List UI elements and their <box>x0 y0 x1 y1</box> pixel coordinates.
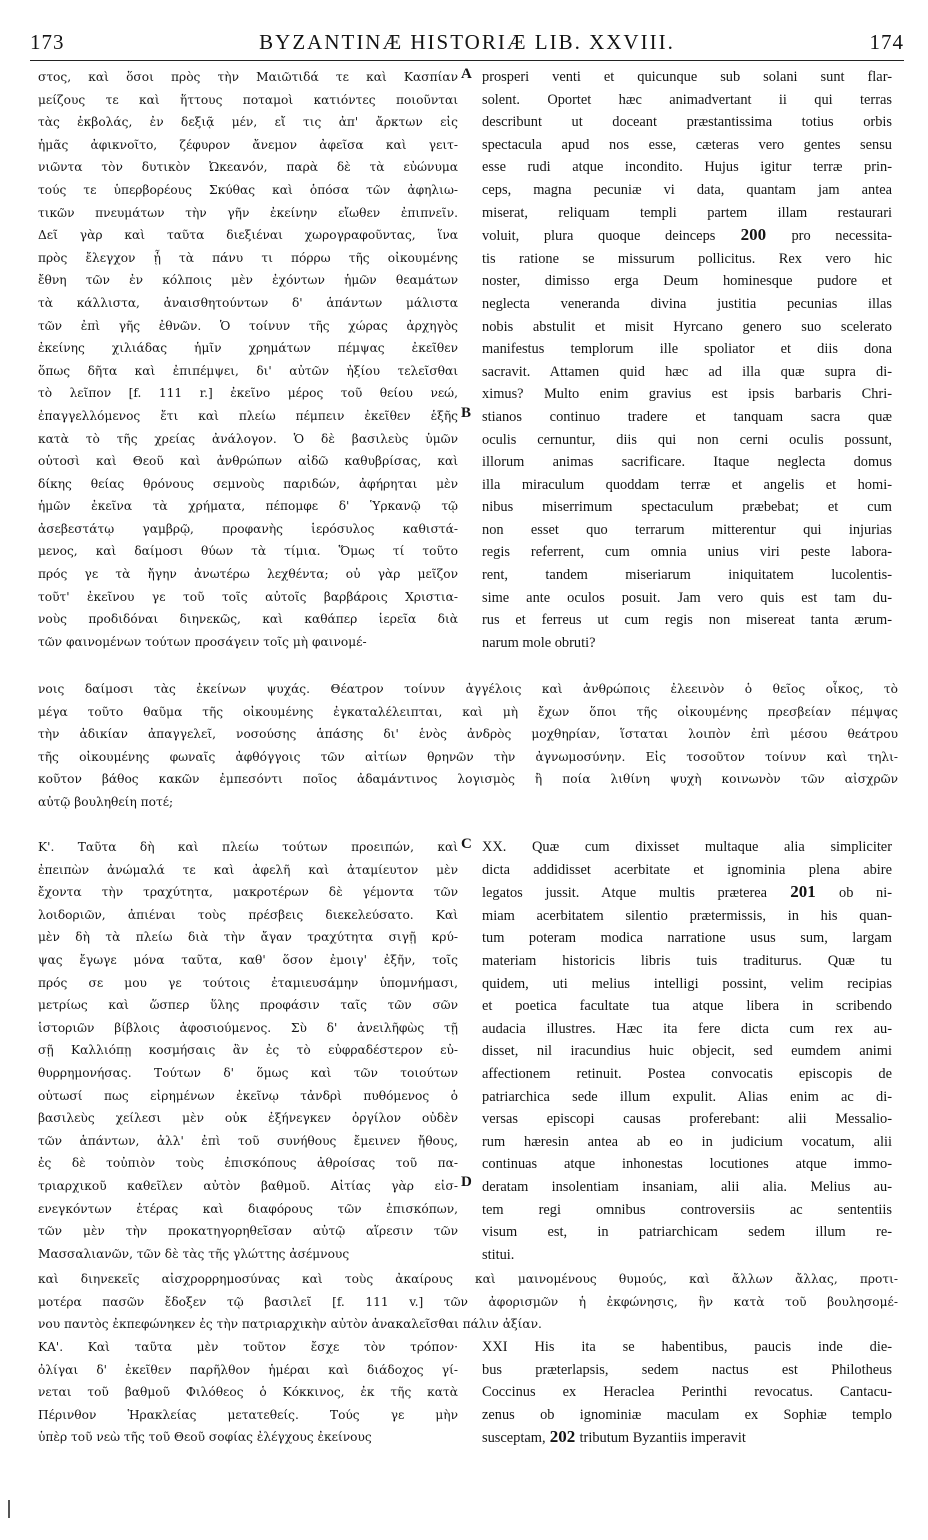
text-line: τὰ κάλλιστα, ἀναισθητούντων δ' ἁπάντων μάλιστα <box>38 295 458 310</box>
text-line-part: voluit, plura quoque deinceps <box>482 228 716 245</box>
text-line: patriarchica sede illum expulit. Alias enim ac di- <box>482 1088 892 1105</box>
text-line: ψας ἔγωγε μόνα ταῦτα, καθ' ὅσον ἐμοιγ' ἐξῆν, τοῖς <box>38 952 458 967</box>
text-line: rent, tandem miseriarum iniquitatem lucolentis- <box>482 567 892 584</box>
margin-marker-c: C <box>461 836 472 852</box>
text-line: ἐπειπὼν ἀνώμαλά τε καὶ ἀφελῆ καὶ ἀταμίευτον μὲν <box>38 862 458 877</box>
latin-column-section-2 <box>482 836 892 1266</box>
text-line: XX. Quæ cum dixisset multaque alia simpliciter <box>482 839 892 855</box>
text-line: νιῶντα τὸν δυτικὸν Ὠκεανόν, παρὰ δὲ τὰ εὐώνυμα <box>38 160 458 175</box>
text-line: rum hæresin antea ab eo in judicium vocatum, alii <box>482 1133 892 1150</box>
text-line: miserat, reliquam templi partem illam restaurari <box>482 204 892 221</box>
text-line: μείζους τε καὶ ἥττους ποταμοὶ κατιόντες ποιοῦνται <box>38 92 458 107</box>
text-line: Πέρινθον Ἡρακλείας μετατεθείς. Τούς γε μὴν <box>38 1407 458 1422</box>
text-line: σῇ Καλλιόπῃ κοσμήσαις ἂν ἐς τὸ εὐφραδέστερον εὐ- <box>38 1043 458 1058</box>
text-line: ἡμῶν ἐκεῖνα τὰ χρήματα, πέπομφε δ' Ὑρκανῷ τῷ <box>38 499 458 514</box>
text-line: τὸ λεῖπον [f. 111 r.] ἐκεῖνο μέρος τοῦ θείου νεώ, <box>38 386 458 401</box>
text-line <box>482 881 892 905</box>
text-line: sime ante oculos posuit. Jam vero quis est tam du- <box>482 589 892 606</box>
greek-column-section-2 <box>38 836 458 1265</box>
text-line: miam acerbitatem silentio prætermissis, in his quan- <box>482 907 892 924</box>
text-line: ὀλίγαι δ' ἐκεῖθεν παρῆλθον ἡμέραι καὶ διάδοχος γί- <box>38 1362 458 1377</box>
text-line: τῶν ἁπάντων, ἀλλ' ἐπὶ τοῦ συνήθους ἔμεινεν ἤθους, <box>38 1133 458 1148</box>
text-line: μετρίως καὶ ὥσπερ ὕλης προφάσιν ταῖς τῶν σῶν <box>38 998 458 1013</box>
text-line: regis referrent, cum omnia unius viri peste labora- <box>482 544 892 561</box>
text-line: οὑτοσὶ καὶ Θεοῦ καὶ ἀνθρώπων αἰδῶ καθυβρίσας, καὶ <box>38 454 458 469</box>
text-line: disset, nil iracundius huic objecit, sed eumdem animi <box>482 1043 892 1060</box>
latin-column-section-1 <box>482 66 892 654</box>
text-line: stitui. <box>482 1246 515 1263</box>
text-line: audacia illustres. Hæc ita fere dicta cum rex au- <box>482 1020 892 1037</box>
text-line: stianos continuo tradere et tanquam sacra quæ <box>482 408 892 425</box>
text-line: καὶ διηνεκεῖς αἰσχρορρημοσύνας καὶ τοὺς ἀκαίρους καὶ μαινομένους θυμούς, καὶ ἄλλων ἄλλας, προτι- <box>38 1272 898 1286</box>
text-line: νοις δαίμοσι τὰς ἐκείνων ψυχάς. Θέατρον τοίνυν ἀγγέλοις καὶ ἀνθρώποις ἐλεεινὸν ὁ θεῖος οἶκος, τὸ <box>38 682 898 696</box>
text-line: νου παντὸς ἐκπεφώνηκεν ἐς τὴν πατριαρχικὴν αὐτὸν ἀνακαλεῖσθαι πάλιν ἀξίαν. <box>38 1317 542 1332</box>
page-header <box>30 30 904 61</box>
text-line: θυρρημονήσας. Τούτων δ' ὅμως καὶ τῶν τοιούτων <box>38 1065 458 1080</box>
text-line-part: susceptam, <box>482 1430 546 1447</box>
text-line: ἔθνη τῶν ἐν κόλποις μὲν ἐχόντων ἡμῶν θεαμάτων <box>38 273 458 288</box>
text-line: tis ratione se missurum pollicitus. Rex vero hic <box>482 250 892 267</box>
running-title: BYZANTINÆ HISTORIÆ LIB. XXVIII. <box>259 30 675 54</box>
text-line <box>482 224 892 248</box>
greek-full-width-passage-1 <box>38 678 898 814</box>
text-line: πρός σε μου γε τούτοις ἐταμιευσάμην ὑπομνήμασι, <box>38 975 458 990</box>
text-line: visum est, in patriarchicam sedem illum re- <box>482 1224 892 1241</box>
text-line: esse rudi atque incondito. Hujus igitur terræ prin- <box>482 159 892 176</box>
text-line: Κ'. Ταῦτα δὴ καὶ πλείω τούτων προειπών, καὶ <box>38 840 458 854</box>
text-line-part: tributum Byzantiis imperavit <box>579 1430 746 1447</box>
text-line: μὲν δὴ τὰ πλείω διὰ τὴν ἄγαν τραχύτητα σιγῇ κρύ- <box>38 930 458 945</box>
text-line: μοτέρα πασῶν ἔδοξεν τῷ βασιλεῖ [f. 111 v.] τῶν ἀφορισμῶν ἡ ἐκφώνησις, ἣν κατὰ τοῦ βουλησομέ- <box>38 1294 898 1309</box>
text-line: οὑτωσί πως εἰρημένων ἐκεῖνῳ τἀνδρὶ πυθόμενος ὁ <box>38 1088 458 1103</box>
text-line: κατὰ τὸ τῆς χρείας ἀνάλογον. Ὁ δὲ βασιλεὺς ὑμῶν <box>38 431 458 446</box>
page-marker-number: 201 <box>767 882 840 902</box>
text-line: κοῦτον βάθος κακῶν ἐμπεσόντι ποῖος ἀδαμάντινος λογισμὸς ἢ ποία λιθίνη ψυχὴ κοινωνὸν τῶν αἰσχρῶν <box>38 772 898 787</box>
text-line: τῶν ἐπὶ γῆς ἐθνῶν. Ὁ τοίνυν τῆς χώρας ἀρχηγὸς <box>38 318 458 333</box>
text-line: ἡμᾶς ἀφικνοῖτο, ζέφυρον ἄνεμον ἀφεῖσα καὶ γειτ- <box>38 137 458 152</box>
text-line: spectacula apud nos esse, cæteras vero gentes sensu <box>482 136 892 153</box>
text-line: zenus ob ignominiæ maculam ex Sophiæ templo <box>482 1406 892 1423</box>
latin-column-section-3 <box>482 1336 892 1450</box>
text-line: μενος, καὶ δαίμοσι θύων τὰ τίμια. Ὅμως τί τοῦτο <box>38 544 458 559</box>
page-number-right: 174 <box>869 30 904 54</box>
text-line: oculis cernuntur, diis qui non cerni oculis possunt, <box>482 431 892 448</box>
text-line: neglecta veneranda divina justitia pecunias illas <box>482 295 892 312</box>
text-line: αὐτῷ βουληθείη ποτέ; <box>38 794 174 809</box>
text-line: ἐκείνης χιλιάδας ἡμῖν χρημάτων πέμψας ἐκεῖθεν <box>38 341 458 356</box>
text-line: ὅπως δῆτα καὶ ἐπιπέμψει, δι' αὐτῶν ἠξίου τελεῖσθαι <box>38 363 458 378</box>
text-line: τῶν μὲν τὴν προκατηγορηθεῖσαν αὐτῷ αἵρεσιν τῶν <box>38 1224 458 1239</box>
text-line: ἀσεβεστάτῳ γαμβρῷ, προφανὴς ἱερόσυλος καθιστά- <box>38 521 458 536</box>
text-line: solent. Oportet hæc animadvertant ii qui terras <box>482 91 892 108</box>
text-line: et poetica facultate tua atque libera in scribendo <box>482 998 892 1015</box>
text-line: versas episcopi causas proferebant: alii Messalio- <box>482 1111 892 1128</box>
text-line: πρός γε τὰ ἤγην ἀνωτέρω λεχθέντα; οὐ γὰρ μεῖζον <box>38 567 458 582</box>
text-line: τὰς ἐκβολάς, ἐν δεξιᾷ μέν, εἴ τις ἀπ' ἄρκτων εἰς <box>38 115 458 130</box>
text-line: νοὺς προδιδόναι διηνεκῶς, καὶ καθάπερ ἱερεῖα διὰ <box>38 612 458 627</box>
text-line: Μασσαλιανῶν, τῶν δὲ τὰς τῆς γλώττης ἀσέμνους <box>38 1246 350 1261</box>
greek-full-width-passage-2 <box>38 1268 898 1336</box>
greek-column-section-3 <box>38 1336 458 1449</box>
text-line: deratam insolentiam insaniam, alii alia. Melius au- <box>482 1178 892 1195</box>
text-line: λοιδοριῶν, ἀπιέναι τοὺς πρέσβεις διεκελεύσατο. Καὶ <box>38 907 458 922</box>
text-line: ximus? Multo enim gravius est ipsis barbaris Chri- <box>482 386 892 403</box>
text-line: tem regi omnibus controversiis ac sententiis <box>482 1201 892 1218</box>
text-line: affectionem retinuit. Postea convocatis episcopis de <box>482 1065 892 1082</box>
text-line: illa miraculum quoddam terræ et angelis et homi- <box>482 476 892 493</box>
text-line: narum mole obruti? <box>482 634 596 651</box>
text-line: ενεγκόντων ἑτέρας καὶ διαφόρους τῶν ἐπισκόπων, <box>38 1201 458 1216</box>
text-line: ἐς δὲ τοὐπιὸν τοὺς ἐπισκόπους ἀθροίσας τοῦ πα- <box>38 1156 458 1171</box>
text-line: τὴν ἀδικίαν ἀπαγγελεῖ, νοσούσης ἁπάσης δι' ἑνὸς ἀνδρὸς μοχθηρίαν, ἵσταται λοιπὸν ἐπὶ μέσου θεάτρου <box>38 727 898 742</box>
page-marker-number: 200 <box>715 225 792 245</box>
text-line: τῆς οἰκουμένης φωναῖς ἀφθόγγοις τῶν αἰτίων θρηνῶν τὴν ἀγνωμοσύνην. Εἰς τοσοῦτον τοίνυν καὶ τηλι- <box>38 749 898 764</box>
text-line: dicta addidisset acerbitate et ignominia plena abire <box>482 861 892 878</box>
text-line: continuas atque inhonestas locutiones atque immo- <box>482 1156 892 1173</box>
text-line: μέγα τοῦτο θαῦμα τῆς οἰκουμένης ἐγκαταλέλειπται, καὶ μὴ ἔχων ὅποι τῆς οἰκουμένης πρεσβείαν πέμψας <box>38 704 898 719</box>
text-line: τριαρχικοῦ καθεῖλεν αὐτὸν βαθμοῦ. Αἰτίας γὰρ εἰσ- <box>38 1178 458 1193</box>
text-line-part: pro necessita- <box>791 228 892 245</box>
page-number-left: 173 <box>30 30 65 54</box>
text-line: τοῦτ' ἐκεῖνου γε τοῦ τοῖς αὐτοῖς βαρβάροις Χριστια- <box>38 589 458 604</box>
text-line <box>482 1426 892 1450</box>
text-line: τικῶν πνευμάτων τὴν γῆν ἐκείνην εἴωθεν ἐπιπνεῖν. <box>38 205 458 220</box>
scan-edge-mark <box>8 1500 10 1518</box>
text-line: δίκης θείας θρόνους σεμνοὺς παριδών, ἀφήρηται μὲν <box>38 476 458 491</box>
text-line: nibus miserrimum spectaculum præbebat; et cum <box>482 499 892 516</box>
text-line: τούς τε ὑπερβορέους Σκύθας καὶ ὁπόσα τῶν ἀφηλιω- <box>38 182 458 197</box>
text-line-part: ob ni- <box>839 885 892 902</box>
text-line: noster, dimisso erga Deum hominesque pudore et <box>482 273 892 290</box>
text-line: ceps, magna pecuniæ vi data, quantam jam antea <box>482 181 892 198</box>
text-line-part: legatos jussit. Atque multis præterea <box>482 885 768 902</box>
text-line: XXI His ita se habentibus, paucis inde die- <box>482 1339 892 1355</box>
text-line: materiam historicis libris tuis traditurus. Quæ tu <box>482 952 892 969</box>
text-line: prosperi venti et quicunque sub solani sunt flar- <box>482 69 892 85</box>
text-line: ἔχοντα τὴν τραχύτητα, μακροτέρων δὲ γέμοντα τῶν <box>38 885 458 900</box>
margin-marker-a: A <box>461 66 472 82</box>
text-line: nobis abstulit et misit Hyrcano genero suo scelerato <box>482 318 892 335</box>
text-line: ἐπαγγελλόμενος ἔτι καὶ πλείω πέμπειν ἐκεῖθεν ἑξῆς <box>38 408 458 423</box>
page-marker-number: 202 <box>545 1427 580 1447</box>
text-line: non esset quo terrarum mitterentur qui injurias <box>482 521 892 538</box>
text-line: Coccinus ex Heraclea Perinthi revocatus. Cantacu- <box>482 1384 892 1401</box>
text-line: tum poteram modica narratione usus sum, largam <box>482 930 892 947</box>
margin-marker-b: B <box>461 405 472 421</box>
text-line: bus præterlapsis, sedem nactus est Philotheus <box>482 1361 892 1378</box>
text-line: quidem, uti melius intelligi possint, velim recipias <box>482 975 892 992</box>
text-line: Δεῖ γὰρ καὶ ταῦτα διεξιέναι χωρογραφοῦντας, ἵνα <box>38 228 458 243</box>
margin-marker-d: D <box>461 1174 472 1190</box>
text-line: rus et ferreus ut cum regis non misereat tanta ærum- <box>482 612 892 629</box>
text-line: τῶν φαινομένων τούτων προσάγειν τοῖς μὴ φαινομέ- <box>38 634 367 649</box>
text-line: βασιλεὺς χείλεσι μὲν οὐκ ἐξήνεγκεν ὀργίλον οὐδὲν <box>38 1111 458 1126</box>
text-line: πρὸς ἔλεγχον ᾖ τὰ πάνυ τι πόρρω τῆς οἰκουμένης <box>38 250 458 265</box>
text-line: sacravit. Attamen quid hæc ad illa quæ supra di- <box>482 363 892 380</box>
text-line: νεται τοῦ βαθμοῦ Φιλόθεος ὁ Κόκκινος, ἐκ τῆς κατὰ <box>38 1385 458 1400</box>
greek-column-section-1 <box>38 66 458 653</box>
text-line: ἱστοριῶν βίβλοις ἀφοσιούμενος. Σὺ δ' ἀνειλῆφὼς τῇ <box>38 1020 458 1035</box>
text-line: describunt ut doceant præstantissima totius orbis <box>482 114 892 131</box>
text-line: στος, καὶ ὅσοι πρὸς τὴν Μαιῶτιδά τε καὶ Κασπίαν <box>38 70 458 84</box>
text-line: illorum animas sacrificare. Itaque neglecta domus <box>482 454 892 471</box>
text-line: ὑπὲρ τοῦ νεὼ τῆς τοῦ Θεοῦ σοφίας ἐλέγχους ἐκείνους <box>38 1430 372 1445</box>
text-line: ΚΑ'. Καὶ ταῦτα μὲν τοῦτον ἔσχε τὸν τρόπον· <box>38 1340 458 1354</box>
text-line: manifestus templorum ille spoliator et diis dona <box>482 341 892 358</box>
